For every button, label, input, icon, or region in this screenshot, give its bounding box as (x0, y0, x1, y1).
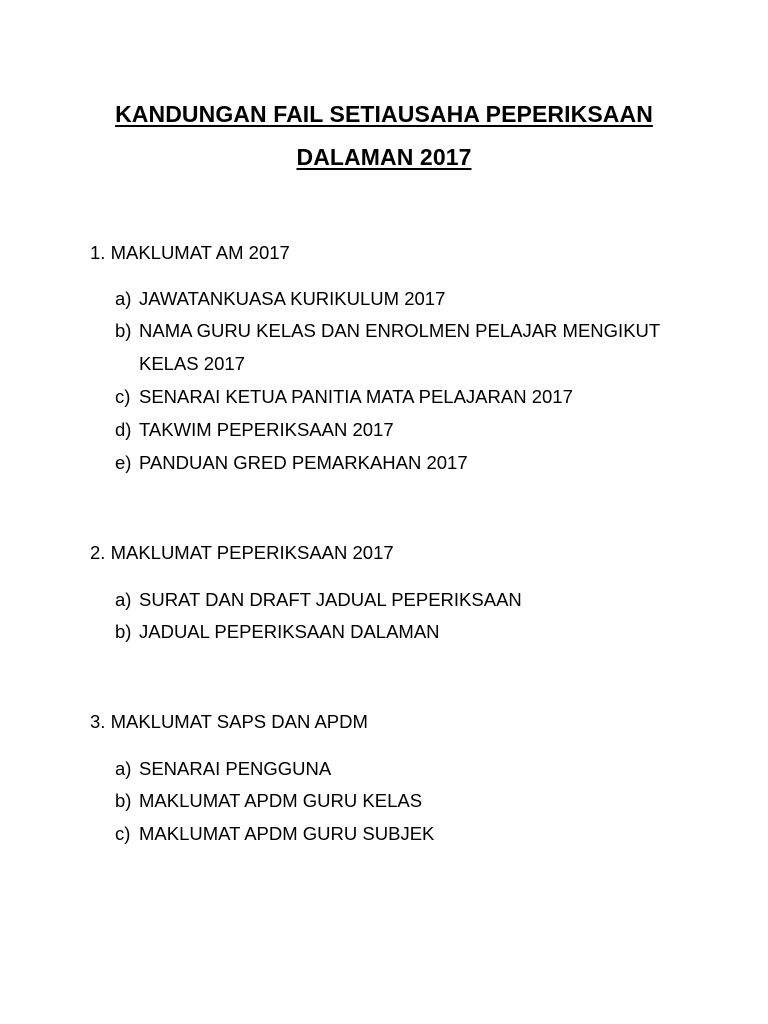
list-item-2b (115, 621, 440, 643)
list-item-1d (115, 419, 394, 441)
list-item-3b (115, 790, 422, 812)
section-heading-3: 3. MAKLUMAT SAPS DAN APDM (90, 711, 368, 732)
list-item-1b (115, 320, 660, 342)
section-heading-1: 1. MAKLUMAT AM 2017 (90, 242, 290, 263)
list-item-2a (115, 589, 522, 611)
list-item-text: MAKLUMAT APDM GURU KELAS (139, 790, 423, 811)
list-item-text: MAKLUMAT APDM GURU SUBJEK (139, 823, 435, 844)
list-item-1b-continuation: KELAS 2017 (139, 353, 245, 374)
list-item-3a (115, 758, 331, 780)
list-item-label: a) (115, 288, 132, 309)
list-item-text: JADUAL PEPERIKSAAN DALAMAN (139, 621, 440, 642)
list-item-text: JAWATANKUASA KURIKULUM 2017 (139, 288, 446, 309)
list-item-text: TAKWIM PEPERIKSAAN 2017 (139, 419, 394, 440)
list-item-text: NAMA GURU KELAS DAN ENROLMEN PELAJAR MENGIKUT (139, 320, 661, 341)
list-item-1a (115, 288, 445, 310)
list-item-1e (115, 452, 468, 474)
list-item-label: a) (115, 758, 132, 779)
list-item-label: a) (115, 589, 132, 610)
list-item-text: SENARAI PENGGUNA (139, 758, 332, 779)
list-item-3c (115, 823, 434, 845)
list-item-label: e) (115, 452, 132, 473)
list-item-text: PANDUAN GRED PEMARKAHAN 2017 (139, 452, 468, 473)
list-item-1c (115, 386, 573, 408)
list-item-label: b) (115, 621, 132, 642)
list-item-label: b) (115, 790, 132, 811)
page-title-line-2: DALAMAN 2017 (296, 144, 472, 170)
section-heading-2: 2. MAKLUMAT PEPERIKSAAN 2017 (90, 542, 394, 563)
list-item-label: c) (115, 386, 131, 407)
list-item-label: d) (115, 419, 132, 440)
list-item-text: SURAT DAN DRAFT JADUAL PEPERIKSAAN (139, 589, 522, 610)
list-item-label: c) (115, 823, 131, 844)
page-title-line-1: KANDUNGAN FAIL SETIAUSAHA PEPERIKSAAN (115, 101, 653, 127)
list-item-label: b) (115, 320, 132, 341)
list-item-text: SENARAI KETUA PANITIA MATA PELAJARAN 2017 (139, 386, 573, 407)
